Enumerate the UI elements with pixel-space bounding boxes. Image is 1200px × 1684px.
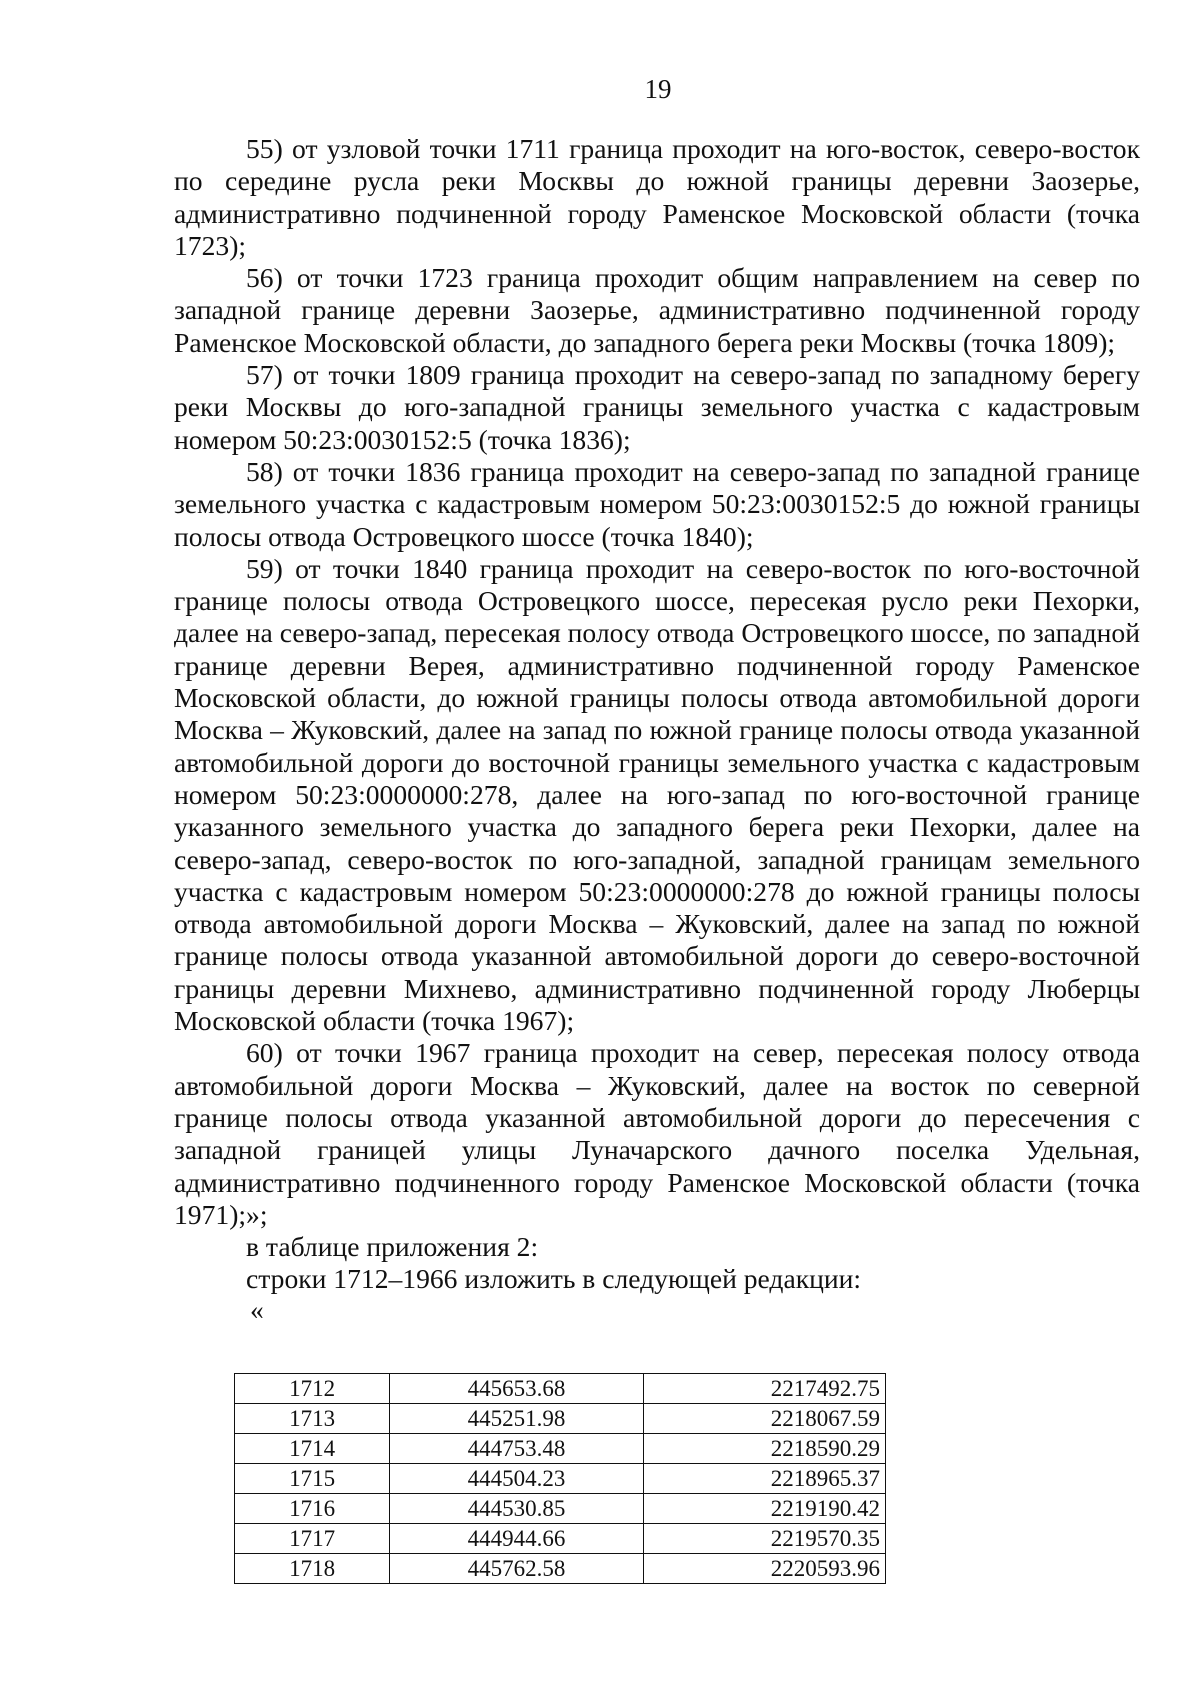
table-row bbox=[235, 1464, 886, 1494]
x-coordinate-cell: 444530.85 bbox=[390, 1494, 643, 1524]
point-number-cell: 1714 bbox=[235, 1434, 390, 1464]
paragraph-59: 59) от точки 1840 граница проходит на северо-восток по юго-восточной границе полосы отвода Островецкого шоссе, пересекая русло реки Пехорки, далее на северо-запад, пересекая полосу отвода Островецкого шоссе, по западной границе деревни Верея, административно подчиненной городу Раменское Московской области, до южной границы полосы отвода автомобильной дороги Москва – Жуковский, далее на запад по южной границе полосы отвода указанной автомобильной дороги до восточной границы земельного участка с кадастровым номером 50:23:0000000:278, далее на юго-запад по юго-восточной границе указанного земельного участка до западного берега реки Пехорки, далее на северо-запад, северо-восток по юго-западной, западной границам земельного участка с кадастровым номером 50:23:0000000:278 до южной границы полосы отвода автомобильной дороги Москва – Жуковский, далее на запад по южной границе полосы отвода указанной автомобильной дороги до северо-восточной границы деревни Михнево, административно подчиненной городу Люберцы Московской области (точка 1967); bbox=[174, 552, 1140, 1037]
point-number-cell: 1713 bbox=[235, 1404, 390, 1434]
paragraph-60: 60) от точки 1967 граница проходит на север, пересекая полосу отвода автомобильной дороги Москва – Жуковский, далее на восток по северной границе полосы отвода указанной автомобильной дороги до пересечения с западной границей улицы Луначарского дачного поселка Удельная, административно подчиненного городу Раменское Московской области (точка 1971);»; bbox=[174, 1037, 1140, 1230]
paragraph-57: 57) от точки 1809 граница проходит на северо-запад по западному берегу реки Москвы до юго-западной границы земельного участка с кадастровым номером 50:23:0030152:5 (точка 1836); bbox=[174, 359, 1140, 455]
document-body bbox=[174, 133, 1140, 1324]
table-row bbox=[235, 1404, 886, 1434]
y-coordinate-cell: 2218067.59 bbox=[643, 1404, 885, 1434]
coordinates-table bbox=[234, 1373, 886, 1584]
x-coordinate-cell: 445762.58 bbox=[390, 1554, 643, 1584]
x-coordinate-cell: 444504.23 bbox=[390, 1464, 643, 1494]
y-coordinate-cell: 2220593.96 bbox=[643, 1554, 885, 1584]
instruction-table-reference: в таблице приложения 2: bbox=[246, 1231, 539, 1263]
table-row bbox=[235, 1374, 886, 1404]
point-number-cell: 1715 bbox=[235, 1464, 390, 1494]
point-number-cell: 1712 bbox=[235, 1374, 390, 1404]
page-number: 19 bbox=[644, 74, 672, 104]
y-coordinate-cell: 2219190.42 bbox=[643, 1494, 885, 1524]
opening-quote-mark: « bbox=[250, 1293, 264, 1325]
y-coordinate-cell: 2219570.35 bbox=[643, 1524, 885, 1554]
paragraph-56: 56) от точки 1723 граница проходит общим направлением на север по западной границе деревни Заозерье, административно подчиненной городу Раменское Московской области, до западного берега реки Москвы (точка 1809); bbox=[174, 262, 1140, 358]
point-number-cell: 1716 bbox=[235, 1494, 390, 1524]
x-coordinate-cell: 445251.98 bbox=[390, 1404, 643, 1434]
x-coordinate-cell: 444944.66 bbox=[390, 1524, 643, 1554]
table-row bbox=[235, 1524, 886, 1554]
table-row bbox=[235, 1494, 886, 1524]
y-coordinate-cell: 2218965.37 bbox=[643, 1464, 885, 1494]
paragraph-55: 55) от узловой точки 1711 граница проходит на юго-восток, северо-восток по середине русла реки Москвы до южной границы деревни Заозерье, административно подчиненной городу Раменское Московской области (точка 1723); bbox=[174, 133, 1140, 261]
y-coordinate-cell: 2218590.29 bbox=[643, 1434, 885, 1464]
x-coordinate-cell: 445653.68 bbox=[390, 1374, 643, 1404]
table-row bbox=[235, 1434, 886, 1464]
table-row bbox=[235, 1554, 886, 1584]
point-number-cell: 1717 bbox=[235, 1524, 390, 1554]
x-coordinate-cell: 444753.48 bbox=[390, 1434, 643, 1464]
paragraph-58: 58) от точки 1836 граница проходит на северо-запад по западной границе земельного участка с кадастровым номером 50:23:0030152:5 до южной границы полосы отвода Островецкого шоссе (точка 1840); bbox=[174, 455, 1140, 552]
y-coordinate-cell: 2217492.75 bbox=[643, 1374, 885, 1404]
instruction-rows-edit: строки 1712–1966 изложить в следующей редакции: bbox=[246, 1263, 862, 1295]
point-number-cell: 1718 bbox=[235, 1554, 390, 1584]
